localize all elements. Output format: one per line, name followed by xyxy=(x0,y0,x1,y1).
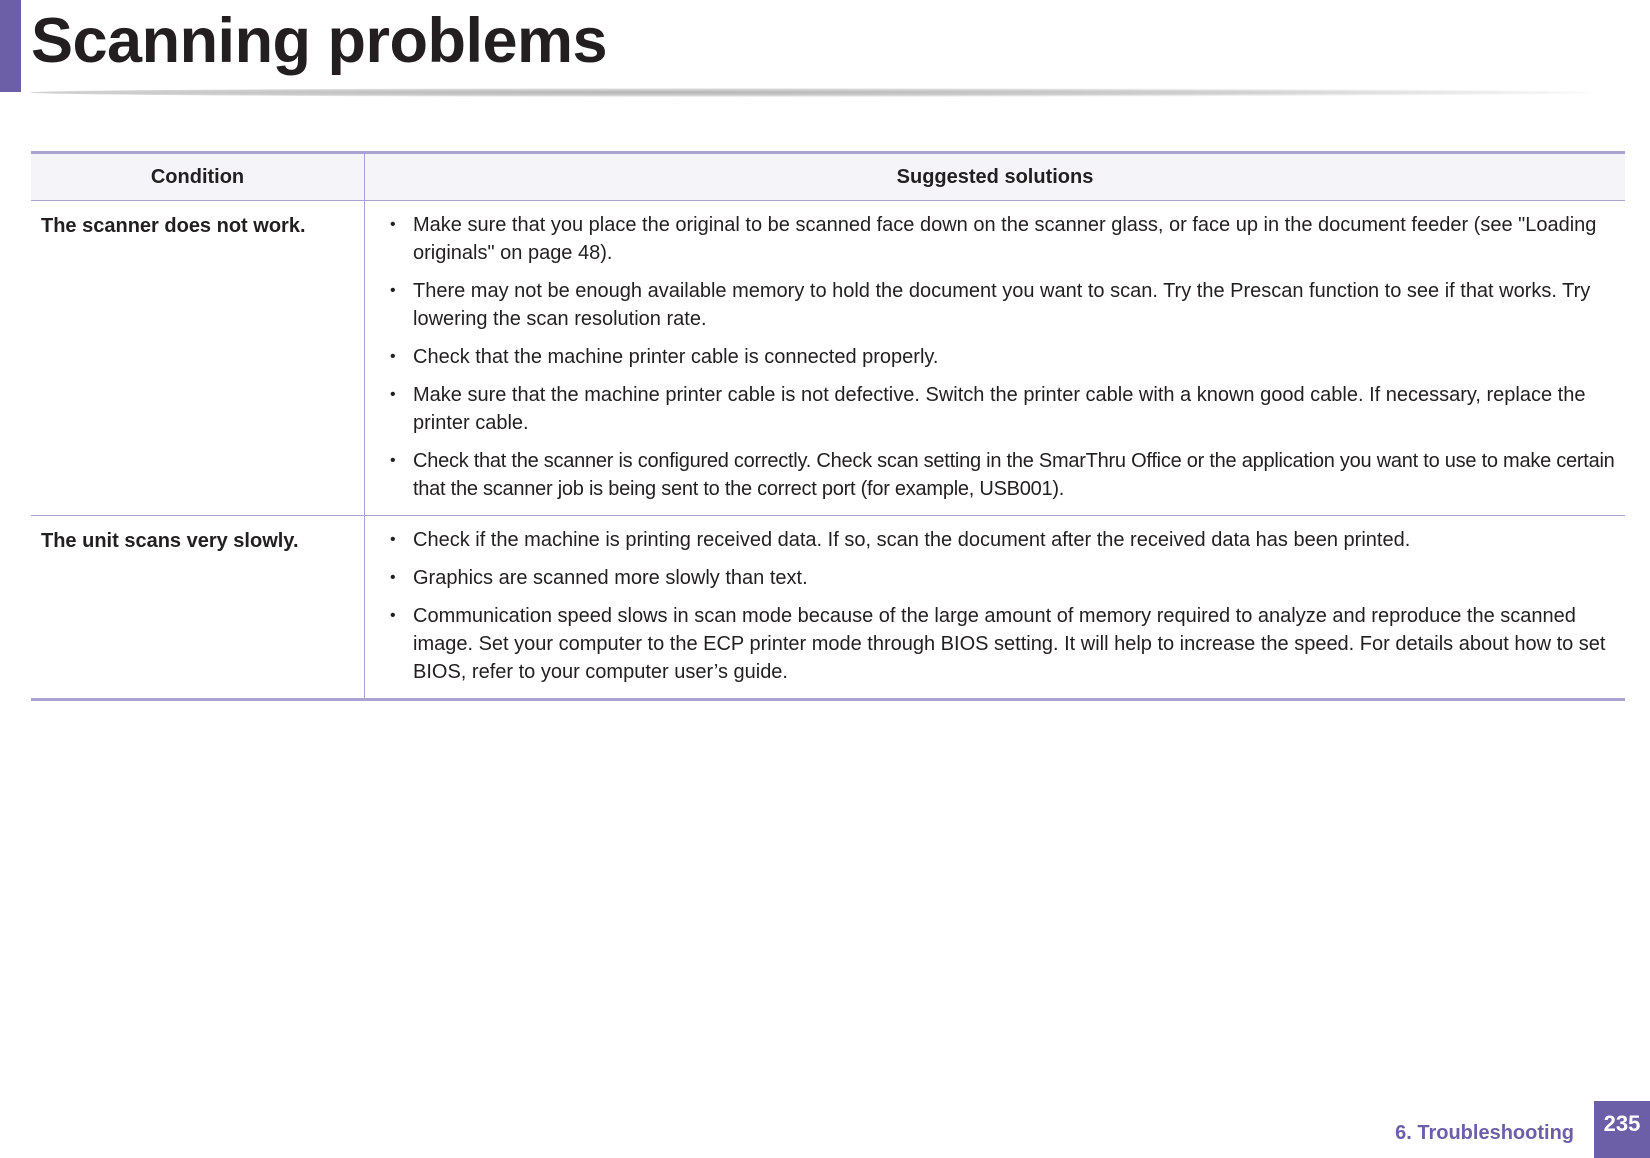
header-suggested-solutions: Suggested solutions xyxy=(365,153,1626,201)
title-accent-bar xyxy=(0,0,21,92)
title-divider xyxy=(30,88,1590,97)
header-condition: Condition xyxy=(31,153,365,201)
chapter-label: 6. Troubleshooting xyxy=(1395,1122,1574,1144)
scanning-problems-table xyxy=(31,151,1625,701)
page-footer xyxy=(1395,1101,1650,1158)
table-row xyxy=(31,516,1625,700)
solutions-cell xyxy=(365,201,1626,516)
solution-item: • Check if the machine is printing received data. If so, scan the document after the received data has been printed. xyxy=(375,526,1615,554)
troubleshooting-table xyxy=(31,151,1625,701)
solution-item: • Make sure that you place the original to be scanned face down on the scanner glass, or face up in the document feeder (see "Loading originals" on page 48). xyxy=(375,211,1615,267)
solution-item: • Graphics are scanned more slowly than text. xyxy=(375,564,1615,592)
condition-cell: The scanner does not work. xyxy=(31,201,365,516)
condition-cell: The unit scans very slowly. xyxy=(31,516,365,700)
solution-item: • Check that the machine printer cable is connected properly. xyxy=(375,343,1615,371)
solutions-list xyxy=(375,211,1615,503)
table-row xyxy=(31,201,1625,516)
solution-item: • Check that the scanner is configured correctly. Check scan setting in the SmarThru Office or the application you want to use to make certain that the scanner job is being sent to the correct port (for example, USB001). xyxy=(375,447,1615,503)
page-number-badge: 235 xyxy=(1594,1101,1650,1158)
page-title: Scanning problems xyxy=(31,6,608,76)
solution-item: • There may not be enough available memory to hold the document you want to scan. Try the Prescan function to see if that works. Try lowering the scan resolution rate. xyxy=(375,277,1615,333)
table-header-row xyxy=(31,153,1625,201)
solution-item: • Make sure that the machine printer cable is not defective. Switch the printer cable with a known good cable. If necessary, replace the printer cable. xyxy=(375,381,1615,437)
solutions-cell xyxy=(365,516,1626,700)
solution-item: • Communication speed slows in scan mode because of the large amount of memory required to analyze and reproduce the scanned image. Set your computer to the ECP printer mode through BIOS setting. It will help to increase the speed. For details about how to set BIOS, refer to your computer user’s guide. xyxy=(375,602,1615,686)
solutions-list xyxy=(375,526,1615,686)
